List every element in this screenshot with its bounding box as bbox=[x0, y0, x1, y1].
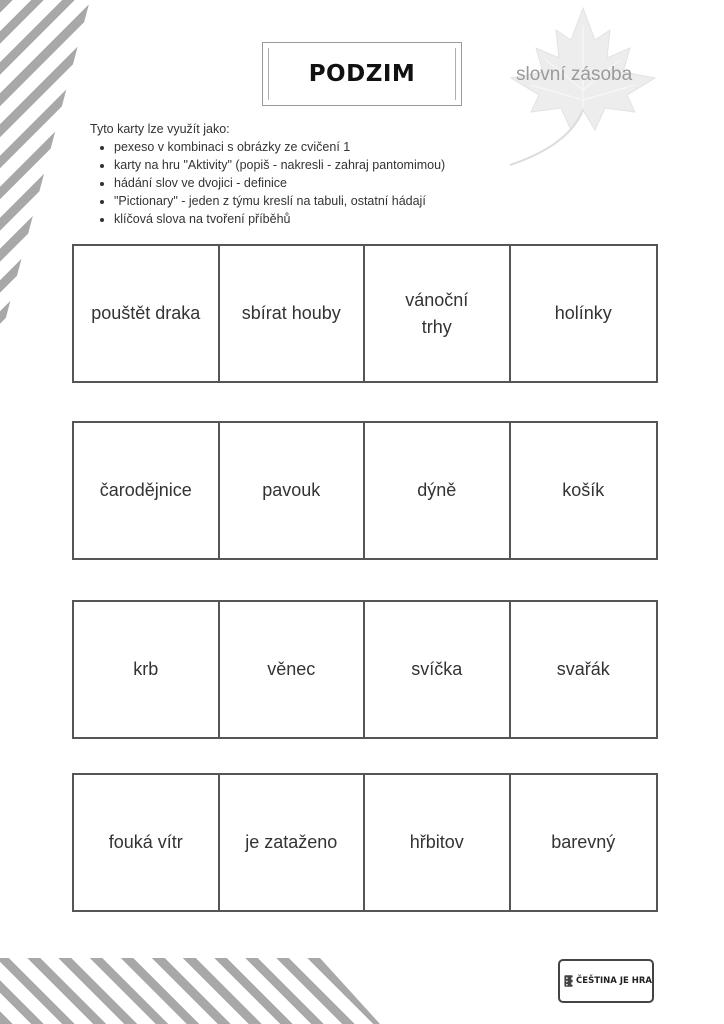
instructions bbox=[90, 120, 445, 228]
card-label: pavouk bbox=[262, 480, 321, 500]
word-card bbox=[220, 602, 366, 737]
card-label: holínky bbox=[554, 303, 612, 323]
card-label: barevný bbox=[551, 832, 616, 852]
word-card bbox=[511, 602, 657, 737]
instructions-lead: Tyto karty lze využít jako: bbox=[90, 122, 230, 136]
word-card bbox=[365, 775, 511, 910]
card-label: dýně bbox=[417, 480, 457, 500]
card-row-2 bbox=[72, 421, 658, 560]
card-label: sbírat houby bbox=[241, 303, 341, 323]
word-card bbox=[365, 246, 511, 381]
page-subtitle: slovní zásoba bbox=[516, 64, 633, 85]
card-label: vánoční trhy bbox=[405, 289, 469, 337]
card-label: věnec bbox=[267, 659, 316, 679]
instruction-item: • "Pictionary" - jeden z týmu kreslí na tabuli, ostatní hádají bbox=[114, 192, 445, 210]
word-card bbox=[365, 423, 511, 558]
word-card bbox=[511, 246, 657, 381]
decorative-stripes-bottom-left bbox=[0, 958, 380, 1024]
word-card bbox=[511, 775, 657, 910]
instruction-item: • hádání slov ve dvojici - definice bbox=[114, 174, 445, 192]
word-card bbox=[220, 246, 366, 381]
word-card bbox=[220, 423, 366, 558]
card-label: pouštět draka bbox=[91, 303, 201, 323]
word-card bbox=[365, 602, 511, 737]
card-label: svařák bbox=[556, 659, 610, 679]
card-label: svíčka bbox=[411, 659, 463, 679]
logo-text: ČEŠTINA JE HRA bbox=[576, 976, 652, 986]
card-label: krb bbox=[133, 659, 159, 679]
word-card bbox=[220, 775, 366, 910]
card-label: čarodějnice bbox=[99, 480, 192, 500]
word-card bbox=[74, 602, 220, 737]
word-card bbox=[74, 246, 220, 381]
instruction-item: • pexeso v kombinaci s obrázky ze cvičení 1 bbox=[114, 138, 445, 156]
word-card bbox=[511, 423, 657, 558]
card-label: fouká vítr bbox=[108, 832, 183, 852]
card-row-4 bbox=[72, 773, 658, 912]
brand-logo bbox=[558, 959, 654, 1003]
word-card bbox=[74, 775, 220, 910]
instruction-item: • klíčová slova na tvoření příběhů bbox=[114, 210, 445, 228]
instructions-list bbox=[90, 138, 445, 228]
card-row-3 bbox=[72, 600, 658, 739]
puzzle-icon bbox=[564, 966, 573, 996]
card-row-1 bbox=[72, 244, 658, 383]
word-card bbox=[74, 423, 220, 558]
instruction-item: • karty na hru "Aktivity" (popiš - nakresli - zahraj pantomimou) bbox=[114, 156, 445, 174]
page-title: PODZIM bbox=[308, 61, 416, 87]
card-label: je zataženo bbox=[245, 832, 338, 852]
card-label: hřbitov bbox=[409, 832, 464, 852]
card-label: košík bbox=[562, 480, 605, 500]
title-frame bbox=[262, 42, 462, 106]
